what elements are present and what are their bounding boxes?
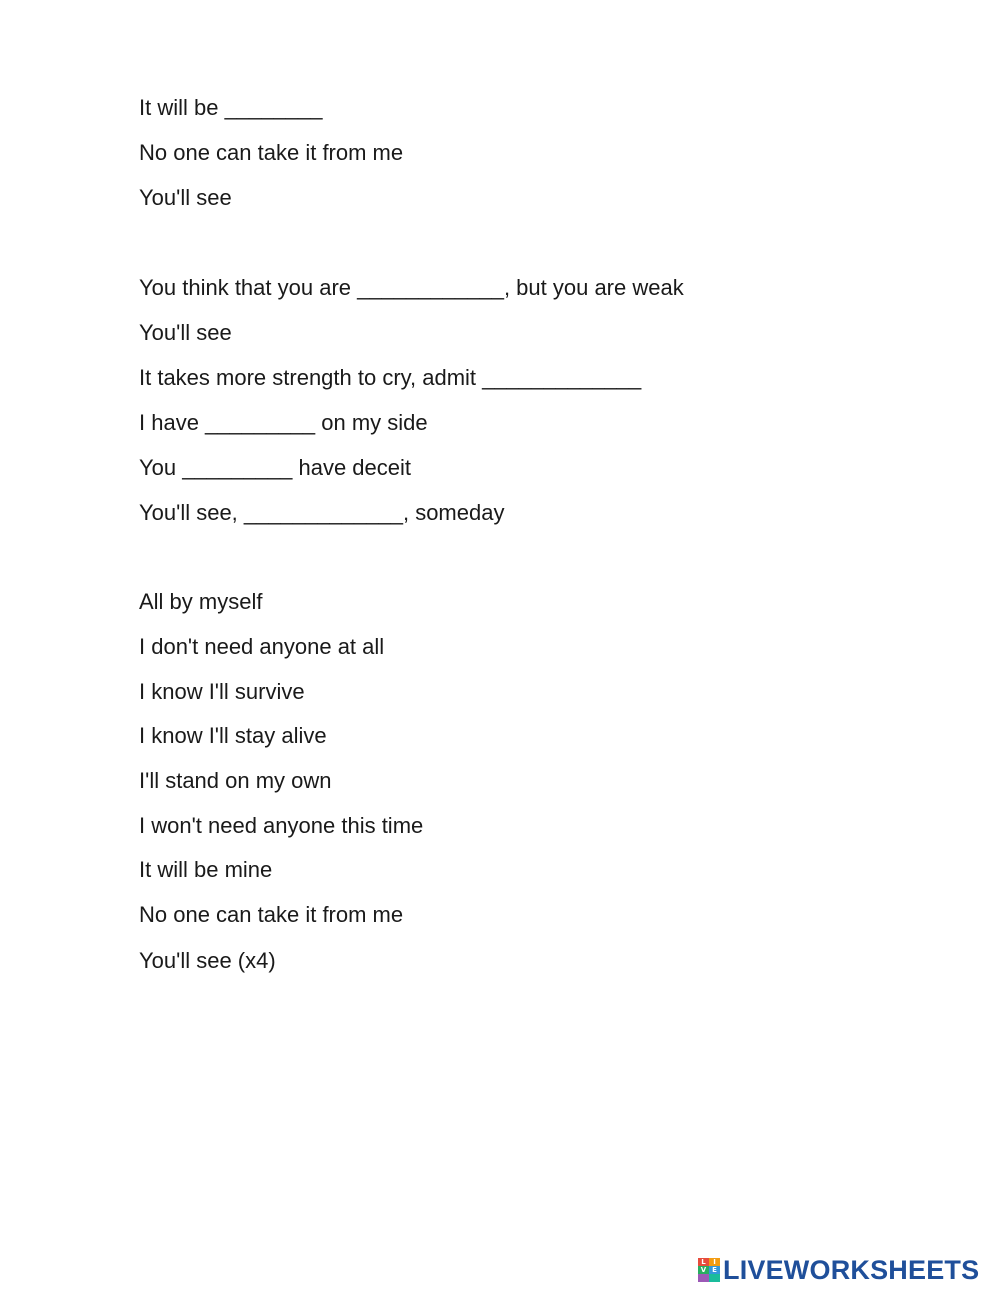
lyric-line: I have _________ on my side — [139, 410, 428, 435]
logo-badge-cell: V — [698, 1266, 709, 1274]
lyric-line: You'll see — [139, 185, 232, 210]
lyric-line: You _________ have deceit — [139, 455, 411, 480]
lyric-line: I'll stand on my own — [139, 768, 332, 793]
lyric-line: I know I'll stay alive — [139, 723, 327, 748]
lyric-line: You'll see — [139, 320, 232, 345]
lyric-line: You'll see, _____________, someday — [139, 500, 505, 525]
lyric-line: I don't need anyone at all — [139, 634, 385, 659]
logo-badge-cell: I — [709, 1258, 720, 1266]
logo-badge-icon — [698, 1258, 720, 1282]
lyric-line: You'll see (x4) — [139, 948, 276, 973]
lyric-line: All by myself — [139, 589, 263, 614]
logo-badge-cell: E — [709, 1266, 720, 1274]
lyric-line: I know I'll survive — [139, 679, 305, 704]
lyric-line: No one can take it from me — [139, 902, 404, 927]
logo-badge-cell: L — [698, 1258, 709, 1266]
lyric-line: No one can take it from me — [139, 140, 404, 165]
liveworksheets-logo — [698, 1256, 979, 1284]
logo-text: LIVEWORKSHEETS — [723, 1255, 980, 1285]
lyric-line: It will be ________ — [139, 95, 323, 120]
lyric-line: It will be mine — [139, 857, 273, 882]
lyric-line: It takes more strength to cry, admit _____________ — [139, 365, 642, 390]
logo-badge-cell — [709, 1274, 720, 1282]
lyric-line: You think that you are ____________, but you are weak — [139, 275, 684, 300]
lyric-line: I won't need anyone this time — [139, 813, 424, 838]
logo-badge-cell — [698, 1274, 709, 1282]
